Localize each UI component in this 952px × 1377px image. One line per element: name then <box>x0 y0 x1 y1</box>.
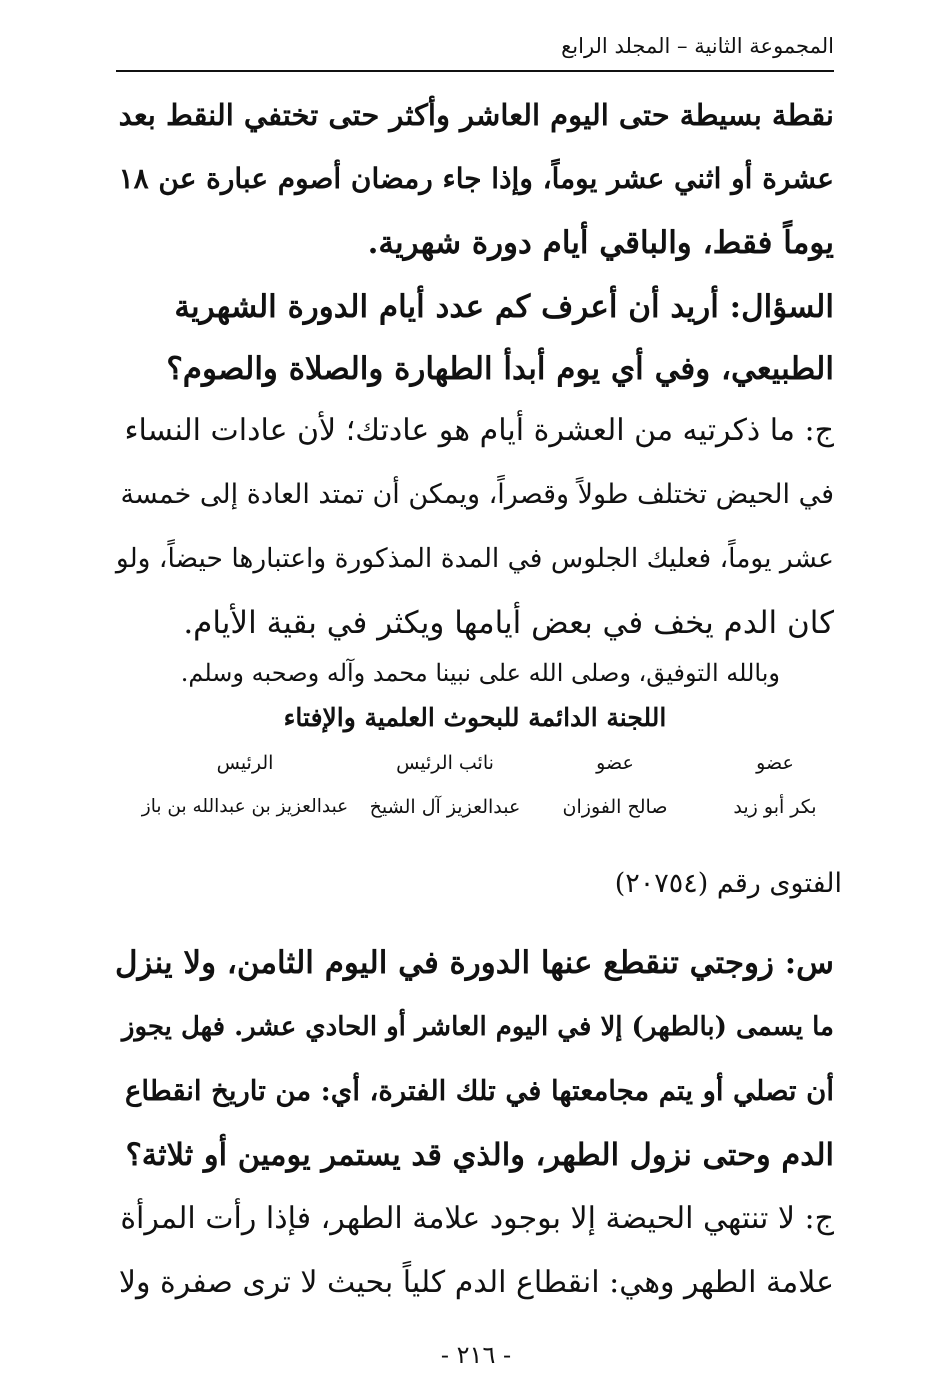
fatwa-number: الفتوى رقم (٢٠٧٥٤) <box>614 868 842 899</box>
member-name: عبدالعزيز آل الشيخ <box>369 796 521 818</box>
closing-line: وبالله التوفيق، وصلى الله على نبينا محمد وآله وصحبه وسلم. <box>180 659 780 687</box>
text-line: يوماً فقط، والباقي أيام دورة شهرية. <box>367 225 834 261</box>
text-line: نقطة بسيطة حتى اليوم العاشر وأكثر حتى تختفي النقط بعد <box>118 98 834 132</box>
answer-line: ج: لا تنتهي الحيضة إلا بوجود علامة الطهر، فإذا رأت المرأة <box>120 1201 834 1236</box>
member-role: نائب الرئيس <box>396 752 494 774</box>
answer-line: ج: ما ذكرتيه من العشرة أيام هو عادتك؛ لأن عادات النساء <box>124 413 834 448</box>
question-line: الطبيعي، وفي أي يوم أبدأ الطهارة والصلاة والصوم؟ <box>166 351 834 387</box>
header-title: المجموعة الثانية – المجلد الرابع <box>561 34 834 58</box>
question-line: ما يسمى (بالطهر) إلا في اليوم العاشر أو الحادي عشر. فهل يجوز <box>121 1012 834 1042</box>
member-role: عضو <box>756 752 794 774</box>
question-line: السؤال: أريد أن أعرف كم عدد أيام الدورة الشهرية <box>174 289 834 325</box>
text-line: عشرة أو اثني عشر يوماً، وإذا جاء رمضان أصوم عبارة عن ١٨ <box>118 162 834 195</box>
member-role: الرئيس <box>216 752 274 774</box>
answer-line: في الحيض تختلف طولاً وقصراً، ويمكن أن تمتد العادة إلى خمسة <box>120 479 834 510</box>
member-name: عبدالعزيز بن عبدالله بن باز <box>141 796 349 817</box>
committee-title: اللجنة الدائمة للبحوث العلمية والإفتاء <box>283 703 667 732</box>
answer-line: كان الدم يخف في بعض أيامها ويكثر في بقية الأيام. <box>183 605 834 641</box>
member-role: عضو <box>596 752 634 774</box>
running-header <box>116 28 834 72</box>
question-line: أن تصلي أو يتم مجامعتها في تلك الفترة، أي: من تاريخ انقطاع <box>125 1075 834 1107</box>
member-name: بكر أبو زيد <box>733 796 817 818</box>
answer-line: علامة الطهر وهي: انقطاع الدم كلياً بحيث لا ترى صفرة ولا <box>118 1265 834 1300</box>
answer-line: عشر يوماً، فعليك الجلوس في المدة المذكورة واعتبارها حيضاً، ولو <box>115 543 834 574</box>
page-number: - ٢١٦ - <box>440 1341 512 1369</box>
question-line: س: زوجتي تنقطع عنها الدورة في اليوم الثامن، ولا ينزل <box>114 945 834 981</box>
question-line: الدم وحتى نزول الطهر، والذي قد يستمر يومين أو ثلاثة؟ <box>125 1137 834 1173</box>
member-name: صالح الفوزان <box>562 796 668 818</box>
